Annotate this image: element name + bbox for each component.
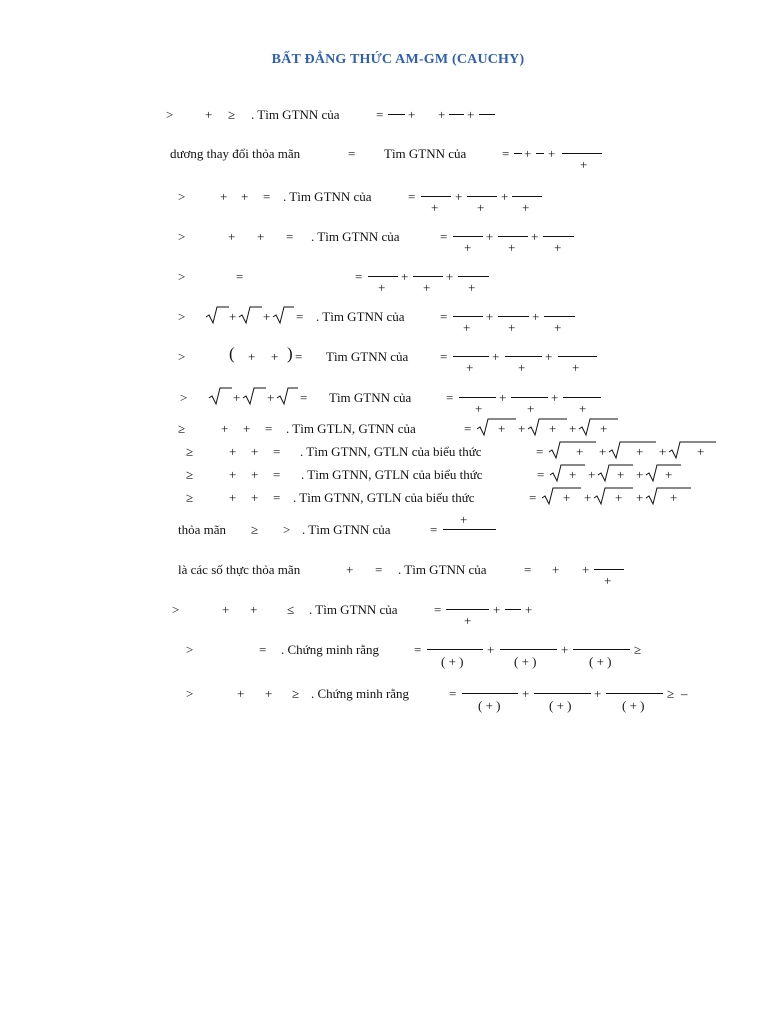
math-symbol: > [178, 349, 186, 364]
math-symbol: + [527, 401, 535, 416]
sqrt-symbol [645, 486, 691, 506]
sqrt-symbol [208, 386, 232, 406]
sqrt-symbol [549, 463, 585, 483]
sqrt-symbol [593, 486, 633, 506]
math-symbol: ≥ [186, 490, 194, 505]
math-symbol: > [172, 602, 180, 617]
math-symbol: ≤ [287, 602, 295, 617]
sqrt-symbol [527, 417, 567, 437]
math-symbol: ( + ) [589, 654, 612, 669]
fraction-bar [498, 236, 528, 237]
fraction-bar [453, 236, 483, 237]
math-symbol: + [584, 490, 592, 505]
math-symbol: = [414, 642, 422, 657]
math-symbol: + [604, 573, 612, 588]
math-symbol: + [525, 602, 533, 617]
problem-text: . Tìm GTNN của [398, 562, 487, 577]
problem-text: Tìm GTNN của [326, 349, 409, 364]
problem-text: . Tìm GTNN của [283, 189, 372, 204]
math-symbol: ≥ [186, 467, 194, 482]
math-symbol: + [636, 444, 644, 459]
math-symbol: + [205, 107, 213, 122]
math-symbol: ( + ) [514, 654, 537, 669]
math-symbol: + [563, 490, 571, 505]
math-symbol: = [259, 642, 267, 657]
math-symbol: = [286, 229, 294, 244]
math-symbol: > [186, 686, 194, 701]
math-symbol: + [572, 360, 580, 375]
math-symbol: + [599, 444, 607, 459]
math-symbol: + [697, 444, 705, 459]
math-symbol: ( + ) [549, 698, 572, 713]
math-symbol: + [237, 686, 245, 701]
fraction-bar [505, 609, 521, 610]
fraction-bar [427, 649, 483, 650]
math-symbol: + [477, 200, 485, 215]
math-symbol: + [576, 444, 584, 459]
math-symbol: = [348, 146, 356, 161]
math-symbol: > [186, 642, 194, 657]
math-symbol: ( + ) [622, 698, 645, 713]
math-symbol: + [220, 189, 228, 204]
math-symbol: = [300, 390, 308, 405]
math-symbol: + [594, 686, 602, 701]
math-symbol: + [221, 421, 229, 436]
math-symbol: > [178, 309, 186, 324]
fraction-bar [449, 114, 464, 115]
math-symbol: + [665, 467, 673, 482]
math-symbol: + [250, 602, 258, 617]
math-symbol: = [536, 444, 544, 459]
math-symbol: + [233, 390, 241, 405]
math-symbol: + [346, 562, 354, 577]
fraction-bar [453, 316, 483, 317]
sqrt-symbol [205, 305, 229, 325]
math-symbol: = [524, 562, 532, 577]
math-symbol: > [178, 269, 186, 284]
math-symbol: + [493, 602, 501, 617]
math-symbol: + [401, 269, 409, 284]
fraction-bar [498, 316, 529, 317]
math-symbol: = [449, 686, 457, 701]
math-symbol: = [529, 490, 537, 505]
math-symbol: + [532, 309, 540, 324]
fraction-bar [536, 153, 544, 154]
fraction-bar [573, 649, 630, 650]
fraction-bar [562, 153, 602, 154]
math-symbol: + [378, 280, 386, 295]
fraction-bar [594, 569, 624, 570]
math-symbol: = [440, 349, 448, 364]
fraction-bar [500, 649, 557, 650]
math-symbol: + [241, 189, 249, 204]
math-symbol: = [446, 390, 454, 405]
math-symbol: + [431, 200, 439, 215]
math-symbol: + [579, 401, 587, 416]
math-symbol: + [408, 107, 416, 122]
math-symbol: = [355, 269, 363, 284]
math-symbol: + [617, 467, 625, 482]
fraction-bar [479, 114, 495, 115]
math-symbol: + [518, 360, 526, 375]
problem-text: là các số thực thỏa mãn [178, 562, 301, 577]
math-symbol: + [487, 642, 495, 657]
math-symbol: + [498, 421, 506, 436]
math-symbol: + [615, 490, 623, 505]
math-symbol: + [518, 421, 526, 436]
math-symbol: + [552, 562, 560, 577]
math-symbol: + [265, 686, 273, 701]
math-symbol: = [295, 349, 303, 364]
math-symbol: + [257, 229, 265, 244]
math-symbol: + [569, 467, 577, 482]
math-symbol: > [178, 229, 186, 244]
fraction-bar [458, 276, 489, 277]
math-symbol: + [492, 349, 500, 364]
problem-text: . Tìm GTNN, GTLN của biểu thức [300, 444, 482, 459]
math-symbol: ≥ [634, 642, 642, 657]
problem-text: . Tìm GTNN của [309, 602, 398, 617]
sqrt-symbol [541, 486, 581, 506]
math-symbol: ( + ) [441, 654, 464, 669]
sqrt-symbol [597, 463, 633, 483]
math-symbol: + [467, 107, 475, 122]
math-symbol: = [273, 467, 281, 482]
math-symbol: = [273, 490, 281, 505]
problem-text: dương thay đổi thỏa mãn [170, 146, 301, 161]
math-symbol: + [464, 240, 472, 255]
problem-text: . Tìm GTNN của [302, 522, 391, 537]
math-symbol: ≥ [178, 421, 186, 436]
problem-text: . Tìm GTNN của [316, 309, 405, 324]
math-symbol: + [229, 309, 237, 324]
math-symbol: = [273, 444, 281, 459]
math-symbol: ) [287, 344, 293, 363]
problem-text: . Chứng minh rằng [281, 642, 380, 657]
math-symbol: + [600, 421, 608, 436]
math-symbol: + [248, 349, 256, 364]
fraction-bar [459, 397, 496, 398]
math-symbol: + [468, 280, 476, 295]
math-symbol: + [508, 240, 516, 255]
problem-text: . Tìm GTNN của [311, 229, 400, 244]
math-symbol: > [178, 189, 186, 204]
problem-text: Tìm GTNN của [384, 146, 467, 161]
math-symbol: + [501, 189, 509, 204]
math-symbol: + [508, 320, 516, 335]
fraction-bar [544, 316, 575, 317]
fraction-bar [467, 196, 497, 197]
fraction-bar [462, 693, 518, 694]
math-symbol: + [588, 467, 596, 482]
problem-text: Tìm GTNN của [329, 390, 412, 405]
math-symbol: = [265, 421, 273, 436]
math-symbol: + [251, 467, 259, 482]
sqrt-symbol [548, 440, 596, 460]
math-symbol: + [551, 390, 559, 405]
math-symbol: = [296, 309, 304, 324]
math-symbol: + [438, 107, 446, 122]
fraction-bar [388, 114, 405, 115]
fraction-bar [421, 196, 451, 197]
fraction-bar [413, 276, 443, 277]
math-symbol: + [475, 401, 483, 416]
fraction-bar [514, 153, 522, 154]
fraction-bar [443, 529, 496, 530]
fraction-bar [511, 397, 548, 398]
problem-text: . Tìm GTNN, GTLN của biểu thức [301, 467, 483, 482]
problem-text: . Tìm GTLN, GTNN của [286, 421, 416, 436]
problem-text: . Tìm GTNN của [251, 107, 340, 122]
math-symbol: = [440, 229, 448, 244]
fraction-bar [453, 356, 489, 357]
math-symbol: ≥ [667, 686, 675, 701]
math-symbol: + [243, 421, 251, 436]
math-symbol: ≥ [186, 444, 194, 459]
math-symbol: + [554, 240, 562, 255]
problem-text: thỏa mãn [178, 522, 227, 537]
math-symbol: + [463, 320, 471, 335]
math-symbol: + [486, 309, 494, 324]
math-symbol: + [271, 349, 279, 364]
problem-text: . Tìm GTNN, GTLN của biểu thức [293, 490, 475, 505]
sqrt-symbol [276, 386, 298, 406]
math-symbol: + [486, 229, 494, 244]
math-symbol: + [446, 269, 454, 284]
fraction-bar [368, 276, 398, 277]
math-symbol: + [561, 642, 569, 657]
math-symbol: + [636, 467, 644, 482]
sqrt-symbol [476, 417, 516, 437]
math-symbol: + [466, 360, 474, 375]
fraction-bar [563, 397, 601, 398]
math-symbol: + [636, 490, 644, 505]
math-symbol: > [283, 522, 291, 537]
sqrt-symbol [645, 463, 681, 483]
problem-text: . Chứng minh rằng [311, 686, 410, 701]
math-symbol: + [455, 189, 463, 204]
math-symbol: = [440, 309, 448, 324]
math-symbol: = [376, 107, 384, 122]
math-symbol: ( + ) [478, 698, 501, 713]
math-symbol: ≥ [292, 686, 300, 701]
math-symbol: + [580, 157, 588, 172]
math-symbol: = [263, 189, 271, 204]
math-symbol: ≥ [228, 107, 236, 122]
math-symbol: + [229, 467, 237, 482]
math-symbol: + [263, 309, 271, 324]
math-symbol: = [464, 421, 472, 436]
math-symbol: + [229, 490, 237, 505]
sqrt-symbol [608, 440, 656, 460]
sqrt-symbol [668, 440, 716, 460]
math-symbol: + [222, 602, 230, 617]
math-symbol: + [522, 200, 530, 215]
sqrt-symbol [242, 386, 266, 406]
fraction-bar [558, 356, 597, 357]
fraction-bar [606, 693, 663, 694]
math-symbol: = [236, 269, 244, 284]
math-symbol: > [180, 390, 188, 405]
math-symbol: + [251, 444, 259, 459]
fraction-bar [534, 693, 591, 694]
math-symbol: + [659, 444, 667, 459]
math-symbol: + [582, 562, 590, 577]
math-symbol: + [670, 490, 678, 505]
math-symbol: + [531, 229, 539, 244]
math-symbol: + [229, 444, 237, 459]
math-symbol: + [423, 280, 431, 295]
math-symbol: + [545, 349, 553, 364]
sqrt-symbol [578, 417, 618, 437]
fraction-bar [543, 236, 574, 237]
math-symbol: = [408, 189, 416, 204]
math-symbol: + [549, 421, 557, 436]
math-symbol: ( [229, 344, 235, 363]
sqrt-symbol [272, 305, 294, 325]
math-symbol: = [502, 146, 510, 161]
math-symbol: ≥ [251, 522, 259, 537]
fraction-bar [446, 609, 489, 610]
math-symbol: + [228, 229, 236, 244]
math-symbol: + [267, 390, 275, 405]
math-symbol: + [464, 613, 472, 628]
fraction-bar [512, 196, 542, 197]
math-symbol: + [569, 421, 577, 436]
math-symbol: – [681, 686, 688, 701]
math-symbol: > [166, 107, 174, 122]
math-symbol: + [548, 146, 556, 161]
fraction-bar [505, 356, 542, 357]
math-symbol: = [375, 562, 383, 577]
page-title: BẤT ĐẲNG THỨC AM-GM (CAUCHY) [271, 52, 525, 67]
math-symbol: = [537, 467, 545, 482]
math-symbol: + [460, 512, 468, 527]
math-symbol: + [251, 490, 259, 505]
math-symbol: + [522, 686, 530, 701]
math-symbol: = [430, 522, 438, 537]
math-symbol: = [434, 602, 442, 617]
math-symbol: + [499, 390, 507, 405]
sqrt-symbol [238, 305, 262, 325]
math-symbol: + [524, 146, 532, 161]
math-symbol: + [554, 320, 562, 335]
